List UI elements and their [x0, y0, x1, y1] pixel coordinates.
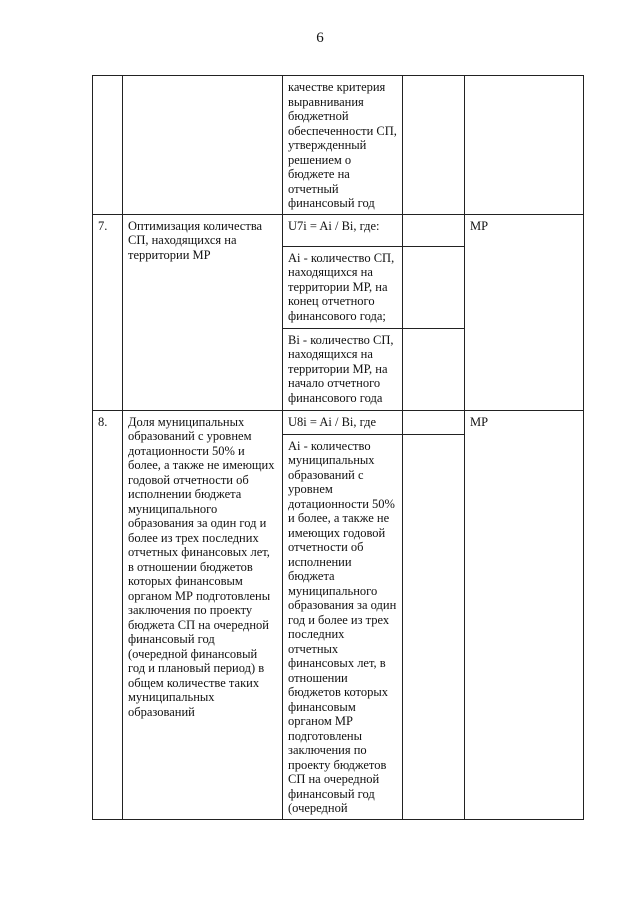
table-row-7 — [93, 214, 584, 246]
definition-bi: Bi - количество СП, находящихся на территории МР, на начало отчетного финансового года — [283, 328, 403, 410]
page-number: 6 — [316, 30, 324, 46]
cell-responsible — [465, 76, 584, 215]
cell-empty — [403, 410, 465, 434]
responsible: МР — [465, 214, 584, 410]
definition-ai: Ai - количество муниципальных образований с уровнем дотационности 50% и более, а также не имеющих годовой отчетности об исполнении бюджета муниципального образования за один год и более из трех последних отчетных финансовых лет, в отношении бюджетов которых финансовым органом МР подготовлены заключения по проекту бюджетов СП на очередной финансовый год (очередной — [283, 434, 403, 819]
criterion-text: Оптимизация количества СП, находящихся на территории МР — [123, 214, 283, 410]
continuation-row — [93, 76, 584, 215]
cell-number — [93, 76, 123, 215]
definition-ai: Ai - количество СП, находящихся на территории МР, на конец отчетного финансового года; — [283, 246, 403, 328]
row-number: 7. — [93, 214, 123, 410]
row-number: 8. — [93, 410, 123, 819]
formula: U7i = Ai / Bi, где: — [283, 214, 403, 246]
cell-empty — [403, 246, 465, 328]
formula: U8i = Ai / Bi, где — [283, 410, 403, 434]
cell-empty — [403, 328, 465, 410]
table-row-8 — [93, 410, 584, 434]
cell-empty — [403, 214, 465, 246]
cell-empty — [403, 434, 465, 819]
responsible: МР — [465, 410, 584, 819]
criterion-text: Доля муниципальных образований с уровнем дотационности 50% и более, а также не имеющих годовой отчетности об исполнении бюджета муниципального образования за один год и более из трех последних отчетных финансовых лет, в отношении бюджетов которых финансовым органом МР подготовлены заключения по проекту бюджета СП на очередной финансовый год (очередной финансовый год и плановый период) в общем количестве таких муниципальных образований — [123, 410, 283, 819]
cell-empty — [403, 76, 465, 215]
cell-criterion — [123, 76, 283, 215]
criteria-table — [92, 75, 584, 820]
continuation-text: качестве критерия выравнивания бюджетной обеспеченности СП, утвержденный решением о бюджете на отчетный финансовый год — [283, 76, 403, 215]
